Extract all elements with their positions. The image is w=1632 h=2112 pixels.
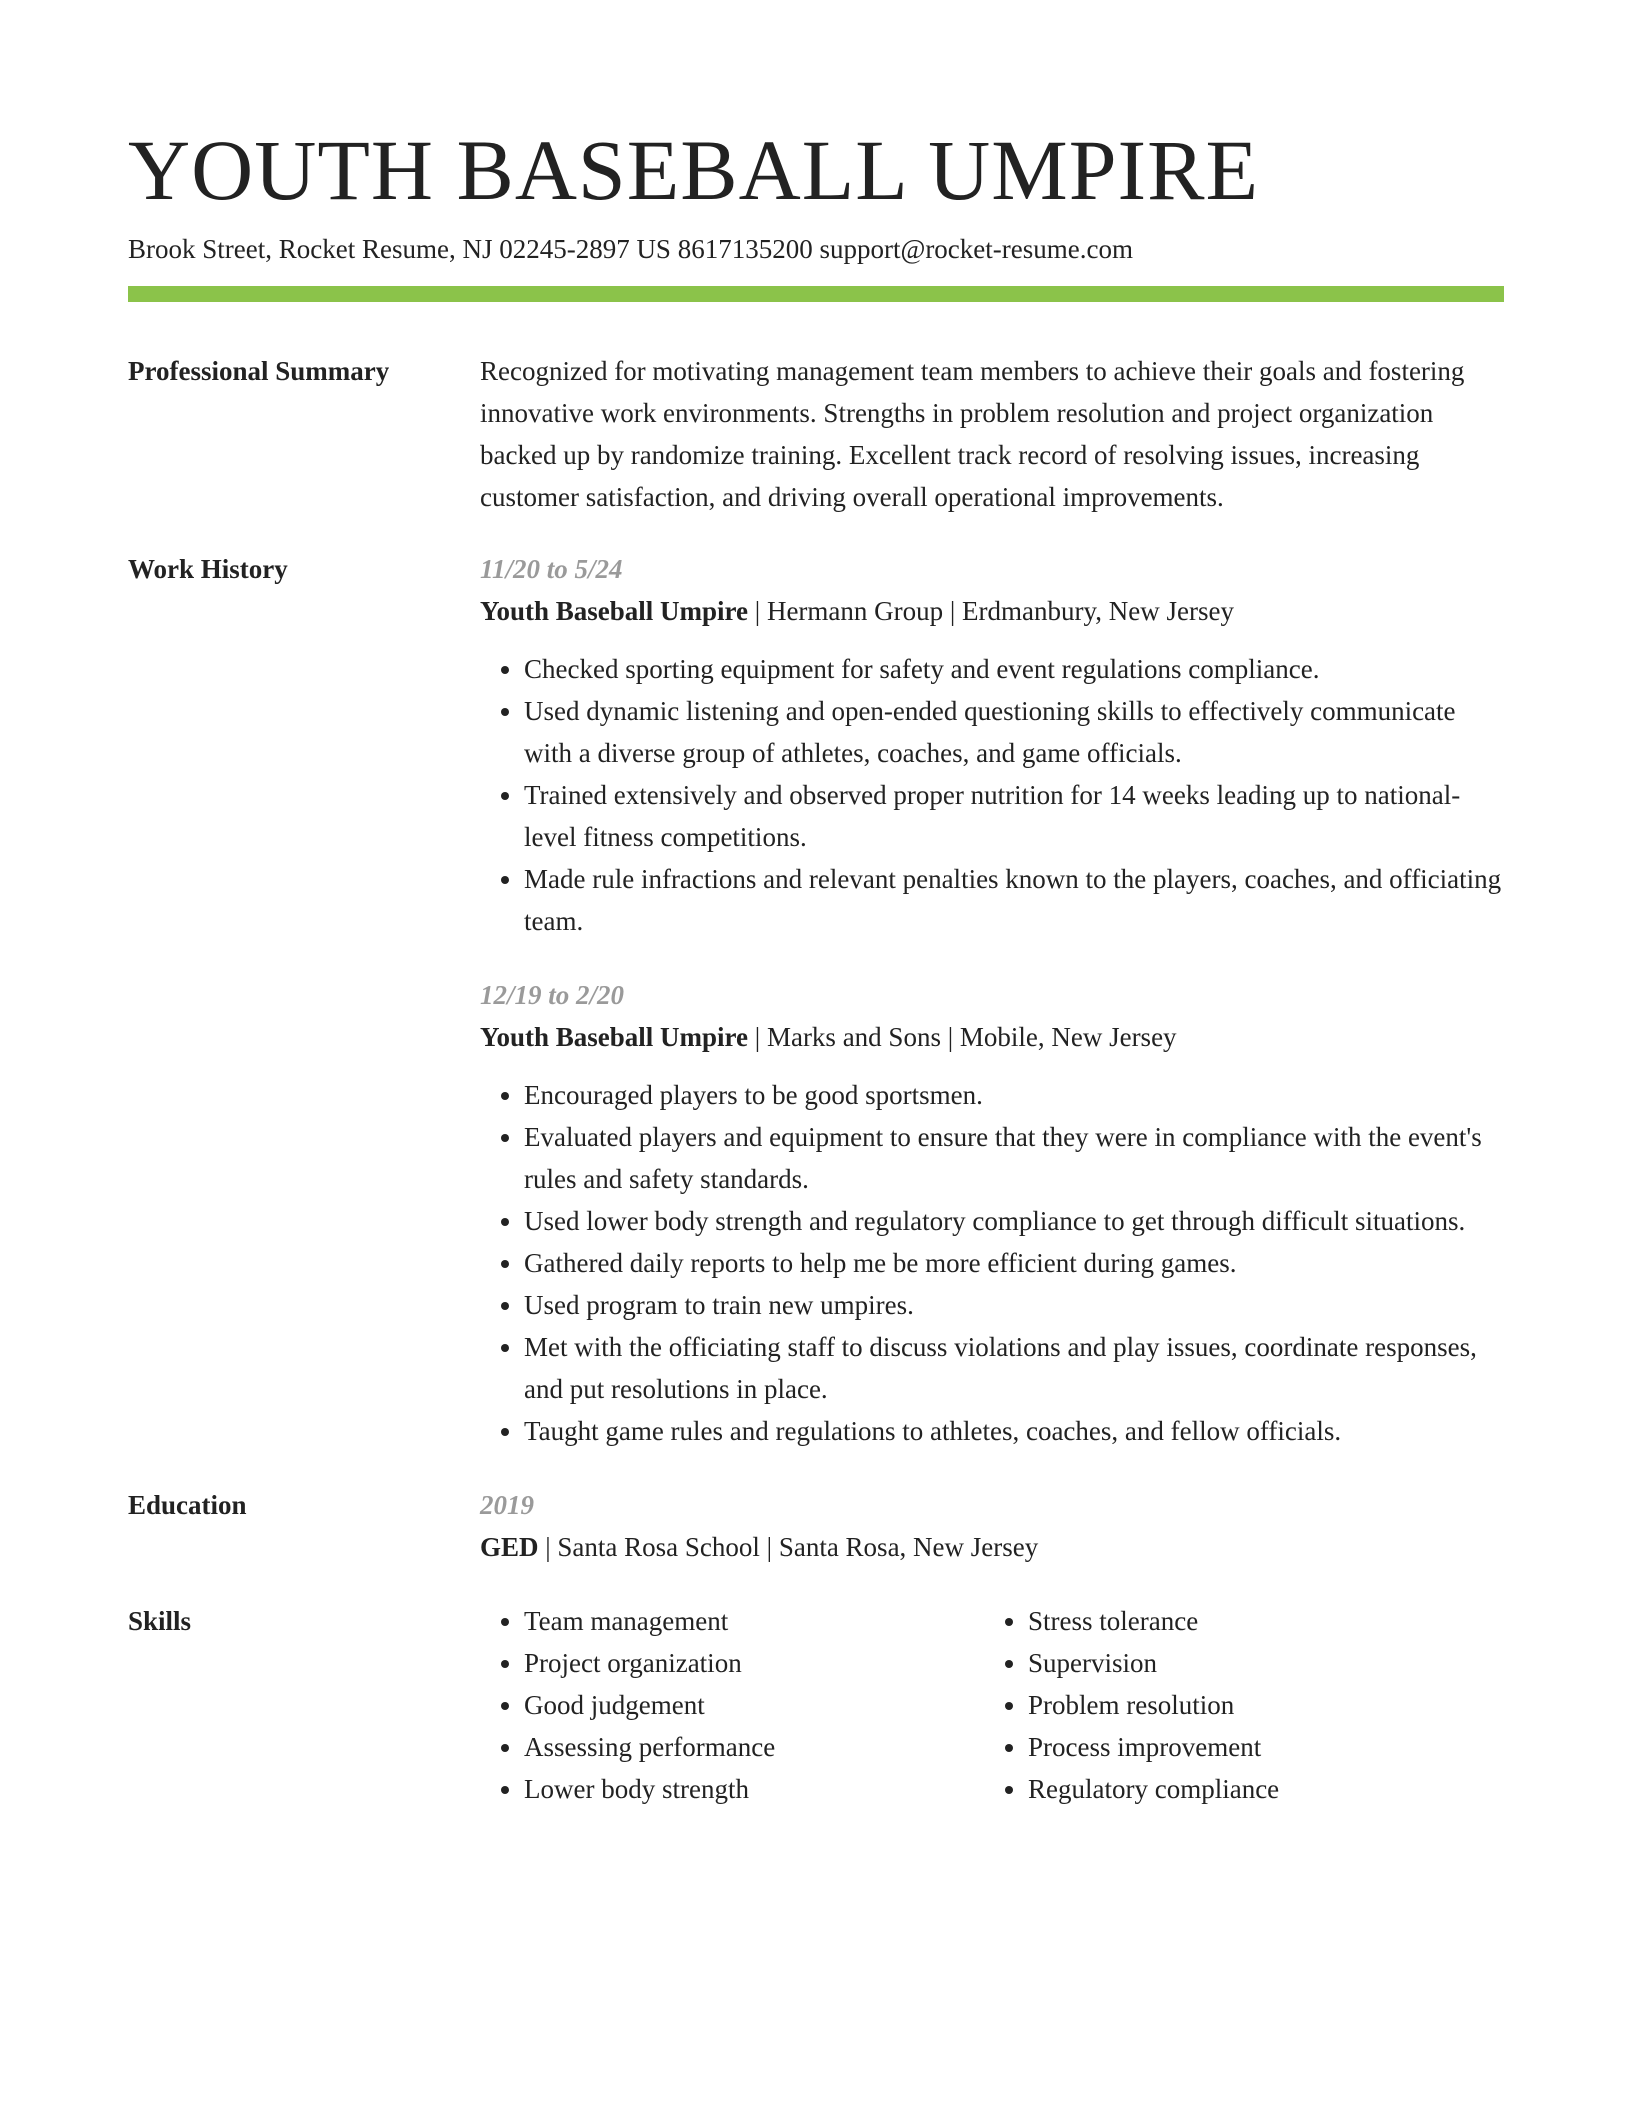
skills-columns [480, 1600, 1504, 1810]
job-bullets [480, 1074, 1504, 1452]
skills-list-right [984, 1600, 1488, 1810]
work-history-label: Work History [128, 554, 288, 584]
skills-content [480, 1600, 1504, 1810]
list-item: • Gathered daily reports to help me be more efficient during games. [524, 1242, 1504, 1284]
education-label: Education [128, 1490, 247, 1520]
list-item: • Regulatory compliance [1028, 1768, 1488, 1810]
list-item: • Process improvement [1028, 1726, 1488, 1768]
list-item: • Encouraged players to be good sportsmen. [524, 1074, 1504, 1116]
education-content [480, 1484, 1504, 1568]
list-item: • Used dynamic listening and open-ended questioning skills to effectively communicate with a diverse group of athletes, coaches, and game officials. [524, 690, 1504, 774]
list-item: • Good judgement [524, 1684, 984, 1726]
list-item: • Assessing performance [524, 1726, 984, 1768]
job-title: Youth Baseball Umpire [480, 1022, 749, 1052]
skills-label: Skills [128, 1606, 192, 1636]
list-item: • Supervision [1028, 1642, 1488, 1684]
education-section [128, 1484, 1504, 1568]
skills-section [128, 1600, 1504, 1810]
list-item: • Trained extensively and observed proper nutrition for 14 weeks leading up to national-level fitness competitions. [524, 774, 1504, 858]
summary-section [128, 350, 1504, 518]
header-accent-rule [128, 286, 1504, 302]
job-bullets [480, 648, 1504, 942]
job-employer-location: | Hermann Group | Erdmanbury, New Jersey [748, 596, 1234, 626]
list-item: • Team management [524, 1600, 984, 1642]
resume-page [128, 118, 1504, 1810]
list-item: • Used lower body strength and regulatory compliance to get through difficult situations. [524, 1200, 1504, 1242]
summary-content [480, 350, 1504, 518]
list-item: • Checked sporting equipment for safety and event regulations compliance. [524, 648, 1504, 690]
work-history-content [480, 548, 1504, 1452]
summary-text: Recognized for motivating management team members to achieve their goals and fostering innovative work environments. Strengths in problem resolution and project organization backed up by randomize training. Excellent track record of resolving issues, increasing customer satisfaction, and driving overall operational improvements. [480, 356, 1465, 512]
list-item: • Used program to train new umpires. [524, 1284, 1504, 1326]
resume-name-heading: YOUTH BASEBALL UMPIRE [128, 122, 1260, 218]
job-title-line [480, 1016, 1504, 1058]
job-title: Youth Baseball Umpire [480, 596, 749, 626]
list-item: • Made rule infractions and relevant penalties known to the players, coaches, and officiating team. [524, 858, 1504, 942]
list-item: • Evaluated players and equipment to ensure that they were in compliance with the event's rules and safety standards. [524, 1116, 1504, 1200]
job-dates: 11/20 to 5/24 [480, 554, 623, 584]
education-line [480, 1526, 1504, 1568]
education-school-location: | Santa Rosa School | Santa Rosa, New Jersey [538, 1532, 1039, 1562]
job-title-line [480, 590, 1504, 632]
skills-list-left [480, 1600, 984, 1810]
education-degree: GED [480, 1532, 539, 1562]
job-dates: 12/19 to 2/20 [480, 980, 625, 1010]
education-year: 2019 [480, 1490, 534, 1520]
work-history-section [128, 548, 1504, 1452]
contact-address: Brook Street, Rocket Resume, NJ 02245-2897 US [128, 234, 671, 264]
list-item: • Problem resolution [1028, 1684, 1488, 1726]
job-entry [480, 974, 1504, 1452]
contact-phone: 8617135200 [677, 234, 813, 264]
contact-line [128, 232, 1504, 266]
list-item: • Met with the officiating staff to discuss violations and play issues, coordinate responses, and put resolutions in place. [524, 1326, 1504, 1410]
list-item: • Lower body strength [524, 1768, 984, 1810]
contact-email: support@rocket-resume.com [819, 234, 1133, 264]
job-employer-location: | Marks and Sons | Mobile, New Jersey [748, 1022, 1177, 1052]
list-item: • Stress tolerance [1028, 1600, 1488, 1642]
list-item: • Project organization [524, 1642, 984, 1684]
summary-label: Professional Summary [128, 356, 390, 386]
job-entry [480, 548, 1504, 942]
list-item: • Taught game rules and regulations to athletes, coaches, and fellow officials. [524, 1410, 1504, 1452]
